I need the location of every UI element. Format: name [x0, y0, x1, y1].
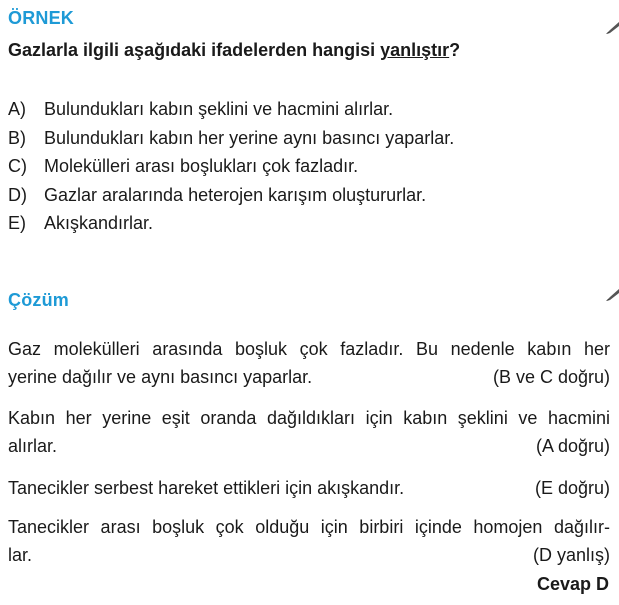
- paragraph-line: Kabın her yerine eşit oranda dağıldıkları için kabın şeklini ve hacmini: [8, 408, 610, 428]
- option-c: [8, 152, 454, 181]
- option-text: Molekülleri arası boşlukları çok fazladır.: [44, 156, 359, 176]
- pencil-icon: [605, 287, 619, 301]
- option-text: Bulundukları kabın her yerine aynı basıncı yaparlar.: [44, 127, 455, 148]
- pencil-icon: [605, 20, 619, 34]
- option-letter: C): [8, 156, 27, 176]
- paragraph-line: Tanecikler arası boşluk çok olduğu için birbiri içinde homojen dağılır-: [8, 517, 610, 537]
- question-underlined: yanlıştır: [380, 40, 450, 60]
- option-letter: B): [8, 127, 26, 148]
- solution-paragraph-4: [8, 513, 610, 569]
- option-letter: E): [8, 213, 26, 233]
- option-text: Akışkandırlar.: [44, 213, 154, 233]
- question-pre: Gazlarla ilgili aşağıdaki ifadelerden hangisi: [8, 40, 381, 60]
- option-e: [8, 209, 454, 238]
- option-text: Gazlar aralarında heterojen karışım oluştururlar.: [44, 184, 427, 205]
- solution-heading: Çözüm: [8, 290, 69, 310]
- question-text: [8, 40, 460, 61]
- option-letter: D): [8, 184, 27, 205]
- verdict-note: (D yanlış): [532, 545, 610, 565]
- verdict-note: (E doğru): [534, 478, 610, 498]
- option-text: Bulundukları kabın şeklini ve hacmini alırlar.: [44, 99, 394, 119]
- paragraph-line: Gaz molekülleri arasında boşluk çok fazladır. Bu nedenle kabın her: [8, 339, 610, 359]
- paragraph-line: lar.: [8, 545, 33, 565]
- options-list: [8, 95, 454, 238]
- option-letter: A): [8, 99, 26, 119]
- paragraph-line: Tanecikler serbest hareket ettikleri için akışkandır.: [8, 478, 405, 498]
- verdict-note: (B ve C doğru): [492, 367, 610, 387]
- option-b: [8, 124, 454, 153]
- option-d: [8, 181, 454, 210]
- option-a: [8, 95, 454, 124]
- solution-paragraph-3: [8, 474, 610, 502]
- verdict-note: (A doğru): [535, 436, 610, 456]
- paragraph-line: yerine dağılır ve aynı basıncı yaparlar.: [8, 367, 313, 387]
- answer-label: Cevap D: [536, 574, 609, 594]
- example-heading: ÖRNEK: [8, 8, 75, 28]
- question-post: ?: [449, 40, 461, 60]
- solution-paragraph-2: [8, 404, 610, 460]
- paragraph-line: alırlar.: [8, 436, 58, 456]
- solution-paragraph-1: [8, 335, 610, 391]
